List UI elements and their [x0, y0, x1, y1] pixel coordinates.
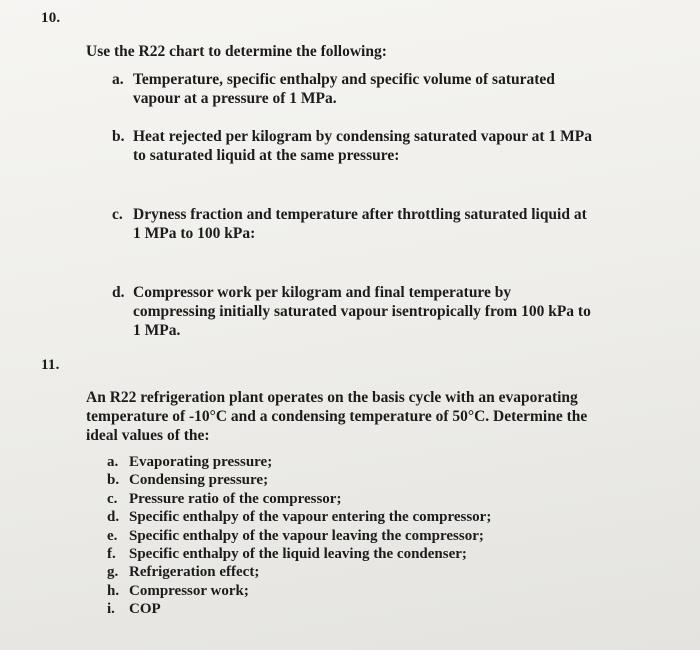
part-letter: e.	[107, 527, 118, 544]
part-text: Heat rejected per kilogram by condensing saturated vapour at 1 MPa to saturated liquid at the same pressure:	[133, 128, 592, 164]
part-text: Condensing pressure;	[129, 472, 269, 489]
question-11-number: 11.	[41, 357, 60, 373]
part-letter: a.	[112, 71, 124, 88]
part-text: Compressor work per kilogram and final temperature by compressing initially saturated vapour isentropically from 100 kPa to 1 MPa.	[133, 284, 591, 339]
question-10-number: 10.	[41, 10, 61, 26]
part-letter: f.	[107, 545, 116, 562]
part-letter: h.	[107, 582, 120, 599]
part-text: Specific enthalpy of the vapour leaving the compressor;	[129, 527, 484, 544]
question-11-stem: An R22 refrigeration plant operates on the basis cycle with an evaporating temperature of -10°C and a condensing temperature of 50°C. Determine the ideal values of the:	[86, 389, 588, 444]
part-letter: a.	[107, 454, 119, 470]
part-letter: b.	[112, 128, 125, 145]
part-text: Specific enthalpy of the vapour entering the compressor;	[129, 509, 492, 526]
part-text: Temperature, specific enthalpy and specific volume of saturated vapour at a pressure of 1 MPa.	[133, 71, 555, 107]
part-letter: c.	[112, 206, 123, 223]
part-text: Evaporating pressure;	[129, 454, 273, 470]
part-letter: d.	[107, 509, 120, 526]
part-text: COP	[129, 601, 161, 618]
part-text: Refrigeration effect;	[129, 564, 260, 581]
part-letter: b.	[107, 472, 120, 489]
part-letter: c.	[107, 490, 118, 507]
part-letter: d.	[112, 284, 125, 301]
part-text: Pressure ratio of the compressor;	[129, 490, 342, 507]
part-text: Specific enthalpy of the liquid leaving the condenser;	[129, 545, 467, 562]
part-letter: i.	[107, 601, 115, 618]
part-text: Compressor work;	[129, 582, 249, 599]
question-10-stem: Use the R22 chart to determine the following:	[86, 43, 387, 60]
part-letter: g.	[107, 564, 119, 581]
part-text: Dryness fraction and temperature after throttling saturated liquid at 1 MPa to 100 kPa:	[133, 206, 587, 242]
